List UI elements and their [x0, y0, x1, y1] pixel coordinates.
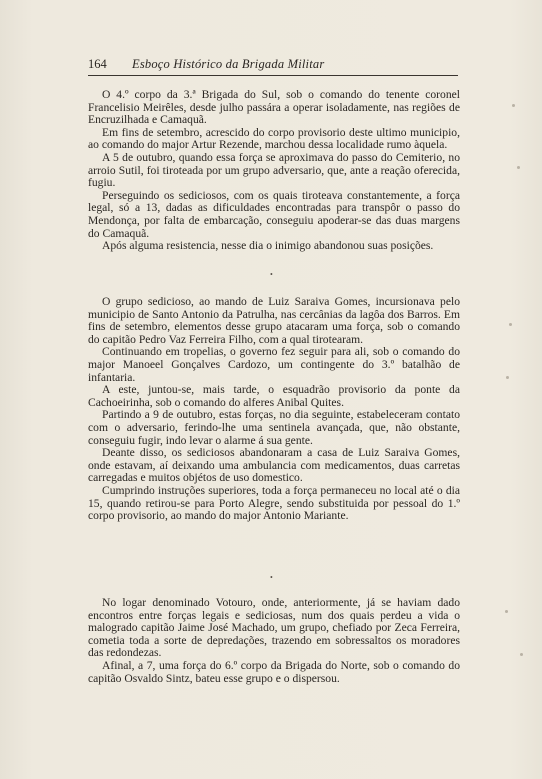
section-separator: • [270, 270, 273, 279]
section-1 [88, 89, 460, 253]
paragraph: O grupo sedicioso, ao mando de Luiz Saraiva Gomes, incursionava pelo municipio de Santo Antonio da Patrulha, nas cercânias da lagôa dos Barros. Em fins de setembro, elementos desse grupo atacaram uma força, sob o comando do capitão Pedro Vaz Ferreira Filho, com a qual tirotearam. [88, 295, 460, 346]
paragraph: A este, juntou-se, mais tarde, o esquadrão provisorio da ponte da Cachoeirinha, sob o comando do alferes Anibal Quites. [88, 383, 460, 409]
paragraph: Afinal, a 7, uma força do 6.º corpo da Brigada do Norte, sob o comando do capitão Osvaldo Sintz, bateu esse grupo e o dispersou. [88, 658, 460, 685]
paragraph: Perseguindo os sediciosos, com os quais tiroteava constantemente, a força legal, só a 13, dadas as dificuldades encontradas para transpôr o passo do Mendonça, por falta de embarcação, conseguiu apoderar-se das duas margens do Camaquã. [88, 188, 460, 240]
paper-speck [506, 376, 509, 379]
paragraph: O 4.º corpo da 3.ª Brigada do Sul, sob o comando do tenente coronel Francelisio Meirêles, desde julho passára a operar isoladamente, nas regiões de Encruzilhada e Camaquã. [88, 88, 460, 127]
section-separator: • [270, 573, 273, 582]
paragraph: Após alguma resistencia, nesse dia o inimigo abandonou suas posições. [102, 239, 434, 253]
page-number: 164 [88, 57, 107, 71]
paper-speck [520, 653, 523, 656]
paper-speck [512, 104, 515, 107]
paper-speck [509, 323, 512, 326]
section-3 [88, 597, 460, 685]
paragraph: Em fins de setembro, acrescido do corpo provisorio deste ultimo municipio, ao comando do major Artur Rezende, marchou dessa localidade rumo àquela. [88, 125, 460, 152]
page-header [88, 57, 458, 76]
running-title: Esboço Histórico da Brigada Militar [132, 57, 325, 71]
section-2 [88, 296, 460, 523]
paragraph: Deante disso, os sediciosos abandonaram a casa de Luiz Saraiva Gomes, onde estavam, aí deixando uma ambulancia com medicamentos, duas carretas carregadas e muitos objétos de uso domestico. [88, 446, 460, 485]
paragraph: No logar denominado Votouro, onde, anteriormente, já se haviam dado encontros entre forças legais e sediciosas, num dos quais perdeu a vida o malogrado capitão Jaime José Machado, um grupo, chefiado por Zeca Ferreira, cometia toda a sorte de depredações, trazendo em sobressaltos os moradores das redondezas. [88, 596, 460, 660]
paragraph: A 5 de outubro, quando essa força se aproximava do passo do Cemiterio, no arroio Sutil, foi tiroteada por um grupo adversario, que, ante a reação oferecida, fugiu. [88, 150, 460, 190]
paragraph: Partindo a 9 de outubro, estas forças, no dia seguinte, estabeleceram contato com o adversario, ferindo-lhe uma sentinela avançada, que, não obstante, conseguiu fugir, indo levar o alarme á sua gente. [88, 408, 460, 447]
paragraph: Continuando em tropelias, o governo fez seguir para ali, sob o comando do major Manoeel Gonçalves Cardozo, um contingente do 3.º batalhão de infantaria. [88, 345, 460, 384]
paper-speck [505, 610, 508, 613]
paragraph: Cumprindo instruções superiores, toda a força permaneceu no local até o dia 15, quando retirou-se para Porto Alegre, sendo substituida por pessoal do 1.º corpo provisorio, ao mando do major Antonio Mariante. [88, 483, 460, 523]
paper-speck [517, 166, 520, 169]
